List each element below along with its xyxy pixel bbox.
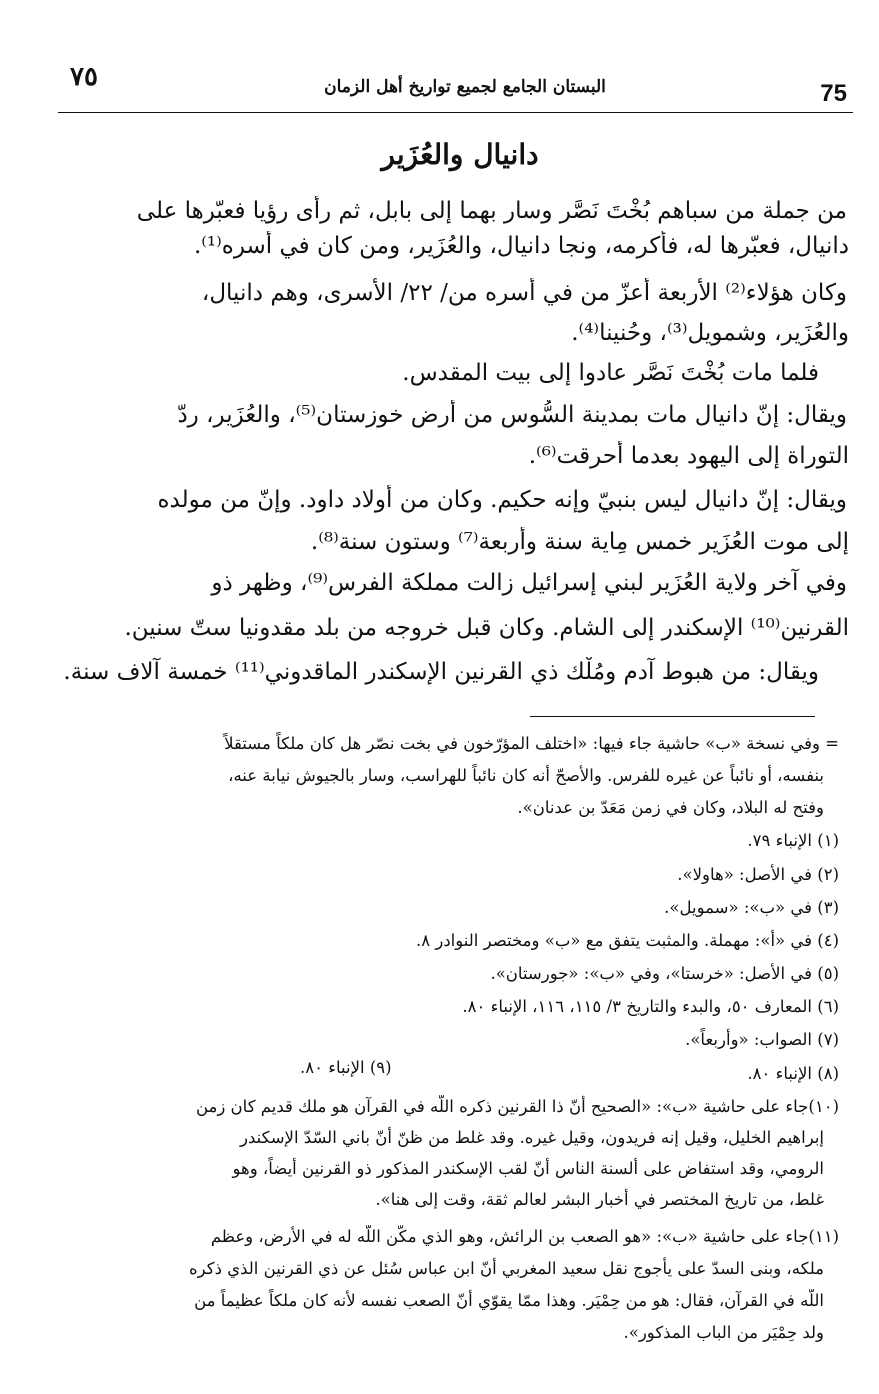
footnote-line: وفتح له البلاد، وكان في زمن مَعَدّ بن عدنان». [517,798,824,817]
footnote-rule [530,716,815,717]
body-line: إلى موت العُزَير خمس مِاية سنة وأربعة⁽⁷⁾ وستون سنة⁽⁸⁾. [310,529,849,555]
footnote-line: (١٠)جاء على حاشية «ب»: «الصحيح أنّ ذا القرنين ذكره اللّه في القرآن هو ملك قديم كان زمن [195,1097,839,1116]
body-line: وفي آخر ولاية العُزَير لبني إسرائيل زالت مملكة الفرس⁽⁹⁾، وظهر ذو [211,570,847,596]
body-line: ويقال: إنّ دانيال مات بمدينة السُّوس من أرض خوزستان⁽⁵⁾، والعُزَير، ردّ [177,402,847,428]
footnote-line: (٨) الإنباء ٨٠. [747,1064,839,1083]
chapter-title: دانيال والعُزَير [381,138,539,171]
footnote-line: (٦) المعارف ٥٠، والبدء والتاريخ ٣/ ١١٥، ١١٦، الإنباء ٨٠. [462,997,839,1016]
body-line: فلما مات بُخْتَ نَصَّر عادوا إلى بيت المقدس. [402,360,819,386]
body-line: دانيال، فعبّرها له، فأكرمه، ونجا دانيال، والعُزَير، ومن كان في أسره⁽¹⁾. [193,233,849,259]
footnote-line: اللّه في القرآن، فقال: هو من حِمْيَر. وهذا ممّا يقوّي أنّ الصعب نفسه لأنه كان ملكاً عظيماً من [194,1291,824,1310]
page-number-arabic: ٧٥ [70,62,98,92]
footnote-line: إبراهيم الخليل، وقيل إنه فريدون، وقيل غيره. وقد غلط من ظنّ أنّ باني السّدّ الإسكندر [240,1128,824,1147]
footnote-line: (٥) في الأصل: «خرستا»، وفي «ب»: «جورستان». [490,964,839,983]
body-line: ويقال: إنّ دانيال ليس بنبيّ وإنه حكيم. وكان من أولاد داود. وإنّ من مولده [157,487,847,513]
body-line: ويقال: من هبوط آدم ومُلْك ذي القرنين الإسكندر الماقدوني⁽¹¹⁾ خمسة آلاف سنة. [63,659,819,685]
footnote-line: ملكه، وبنى السدّ على يأجوج نقل سعيد المغربي أنّ ابن عباس سُئل عن ذي القرنين الذي ذكره [189,1259,824,1278]
footnote-line: الرومي، وقد استفاض على ألسنة الناس أنّ لقب الإسكندر المذكور ذو القرنين أيضاً، وهو [232,1159,824,1178]
footnote-line: (٢) في الأصل: «هاولا». [677,865,839,884]
body-line: والعُزَير، وشمويل⁽³⁾، وحُنينا⁽⁴⁾. [571,320,849,346]
footnote-line: (٣) في «ب»: «سمويل». [664,898,839,917]
footnote-9: (٩) الإنباء ٨٠. [300,1058,392,1077]
running-title: البستان الجامع لجميع تواريخ أهل الزمان [324,77,606,97]
body-line: القرنين⁽¹⁰⁾ الإسكندر إلى الشام. وكان قبل خروجه من بلد مقدونيا ستّ سنين. [124,615,849,641]
footnote-line: بنفسه، أو نائباً عن غيره للفرس. والأصحّ أنه كان نائباً للهراسب، وسار بالجيوش نيابة عنه، [228,766,824,785]
header-rule [58,112,853,113]
footnote-line: = وفي نسخة «ب» حاشية جاء فيها: «اختلف المؤرّخون في بخت نصّر هل كان ملكاً مستقلاً [224,734,839,753]
footnote-line: (١١)جاء على حاشية «ب»: «هو الصعب بن الرائش، وهو الذي مكّن اللّه له في الأرض، وعظم [210,1227,839,1246]
body-line: التوراة إلى اليهود بعدما أُحرقت⁽⁶⁾. [528,443,849,469]
footnote-line: ولد حِمْيَر من الباب المذكور». [623,1323,824,1342]
body-line: من جملة من سباهم بُخْتَ نَصَّر وسار بهما إلى بابل، ثم رأى رؤيا فعبّرها على [136,198,847,224]
page-number-latin: 75 [820,80,847,107]
footnote-line: (٤) في «أ»: مهملة. والمثبت يتفق مع «ب» ومختصر النوادر ٨. [416,931,839,950]
footnote-line: غلط، من تاريخ المختصر في أخبار البشر لعالم ثقة، وقت إلى هنا». [375,1190,824,1209]
body-line: وكان هؤلاء⁽²⁾ الأربعة أعزّ من في أسره من/ ٢٢/ الأسرى، وهم دانيال، [201,280,847,306]
footnote-line: (٧) الصواب: «وأربعاً». [685,1030,839,1049]
footnote-line: (١) الإنباء ٧٩. [747,831,839,850]
